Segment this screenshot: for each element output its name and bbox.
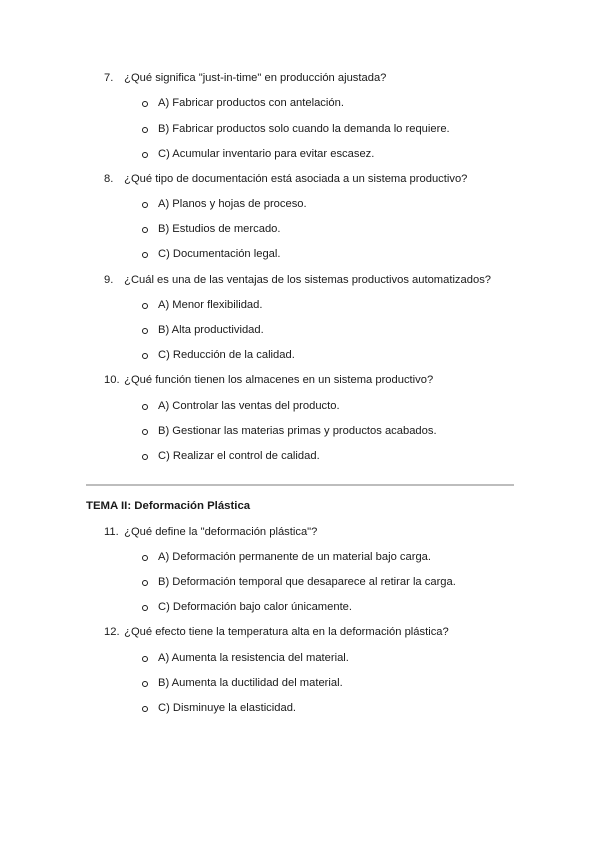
question-11-option-c bbox=[142, 600, 352, 614]
option-text: B) Deformación temporal que desaparece al retirar la carga. bbox=[158, 576, 456, 588]
question-11-option-a bbox=[142, 550, 431, 564]
option-text: B) Fabricar productos solo cuando la demanda lo requiere. bbox=[158, 123, 450, 135]
bullet-icon bbox=[142, 353, 148, 359]
question-number: 7. bbox=[104, 72, 114, 84]
option-text: B) Alta productividad. bbox=[158, 324, 264, 336]
option-text: A) Menor flexibilidad. bbox=[158, 299, 263, 311]
option-text: C) Documentación legal. bbox=[158, 248, 281, 260]
bullet-icon bbox=[142, 328, 148, 334]
question-number: 8. bbox=[104, 173, 114, 185]
bullet-icon bbox=[142, 202, 148, 208]
bullet-icon bbox=[142, 404, 148, 410]
bullet-icon bbox=[142, 706, 148, 712]
option-text: A) Fabricar productos con antelación. bbox=[158, 97, 344, 109]
option-text: A) Planos y hojas de proceso. bbox=[158, 198, 307, 210]
question-12-option-a bbox=[142, 651, 349, 665]
question-12-option-c bbox=[142, 701, 296, 715]
option-text: A) Aumenta la resistencia del material. bbox=[158, 652, 349, 664]
question-10 bbox=[104, 373, 433, 387]
question-9-option-a bbox=[142, 298, 262, 312]
bullet-icon bbox=[142, 152, 148, 158]
bullet-icon bbox=[142, 454, 148, 460]
option-text: C) Acumular inventario para evitar escasez. bbox=[158, 148, 375, 160]
question-7-option-c bbox=[142, 147, 374, 161]
bullet-icon bbox=[142, 681, 148, 687]
question-number: 10. bbox=[104, 374, 120, 386]
question-11-option-b bbox=[142, 575, 456, 589]
option-text: B) Estudios de mercado. bbox=[158, 223, 281, 235]
question-12-option-b bbox=[142, 676, 343, 690]
question-text: ¿Qué significa "just-in-time" en producción ajustada? bbox=[124, 72, 387, 84]
question-9-option-b bbox=[142, 323, 264, 337]
question-text: ¿Qué define la "deformación plástica"? bbox=[124, 526, 318, 538]
bullet-icon bbox=[142, 127, 148, 133]
question-10-option-a bbox=[142, 399, 340, 413]
question-10-option-c bbox=[142, 449, 320, 463]
option-text: A) Controlar las ventas del producto. bbox=[158, 400, 340, 412]
question-text: ¿Cuál es una de las ventajas de los sistemas productivos automatizados? bbox=[124, 274, 492, 286]
question-number: 12. bbox=[104, 626, 120, 638]
question-10-option-b bbox=[142, 424, 437, 438]
option-text: C) Reducción de la calidad. bbox=[158, 349, 295, 361]
question-8 bbox=[104, 172, 467, 186]
question-8-option-a bbox=[142, 197, 307, 211]
question-9 bbox=[104, 273, 491, 287]
option-text: C) Disminuye la elasticidad. bbox=[158, 702, 297, 714]
question-7 bbox=[104, 71, 386, 85]
question-9-option-c bbox=[142, 348, 295, 362]
question-text: ¿Qué efecto tiene la temperatura alta en la deformación plástica? bbox=[124, 626, 449, 638]
bullet-icon bbox=[142, 227, 148, 233]
bullet-icon bbox=[142, 303, 148, 309]
option-text: C) Deformación bajo calor únicamente. bbox=[158, 601, 353, 613]
section-divider bbox=[86, 484, 514, 486]
section-title: TEMA II: Deformación Plástica bbox=[86, 500, 251, 512]
question-7-option-b bbox=[142, 122, 450, 136]
bullet-icon bbox=[142, 252, 148, 258]
bullet-icon bbox=[142, 555, 148, 561]
question-number: 9. bbox=[104, 274, 114, 286]
bullet-icon bbox=[142, 656, 148, 662]
bullet-icon bbox=[142, 580, 148, 586]
bullet-icon bbox=[142, 605, 148, 611]
option-text: A) Deformación permanente de un material bajo carga. bbox=[158, 551, 431, 563]
question-text: ¿Qué función tienen los almacenes en un sistema productivo? bbox=[124, 374, 434, 386]
question-7-option-a bbox=[142, 96, 344, 110]
bullet-icon bbox=[142, 429, 148, 435]
option-text: C) Realizar el control de calidad. bbox=[158, 450, 320, 462]
option-text: B) Gestionar las materias primas y productos acabados. bbox=[158, 425, 437, 437]
question-12 bbox=[104, 625, 449, 639]
question-11 bbox=[104, 525, 317, 539]
question-8-option-c bbox=[142, 247, 281, 261]
option-text: B) Aumenta la ductilidad del material. bbox=[158, 677, 343, 689]
question-8-option-b bbox=[142, 222, 281, 236]
question-text: ¿Qué tipo de documentación está asociada a un sistema productivo? bbox=[124, 173, 468, 185]
question-number: 11. bbox=[104, 526, 119, 538]
bullet-icon bbox=[142, 101, 148, 107]
